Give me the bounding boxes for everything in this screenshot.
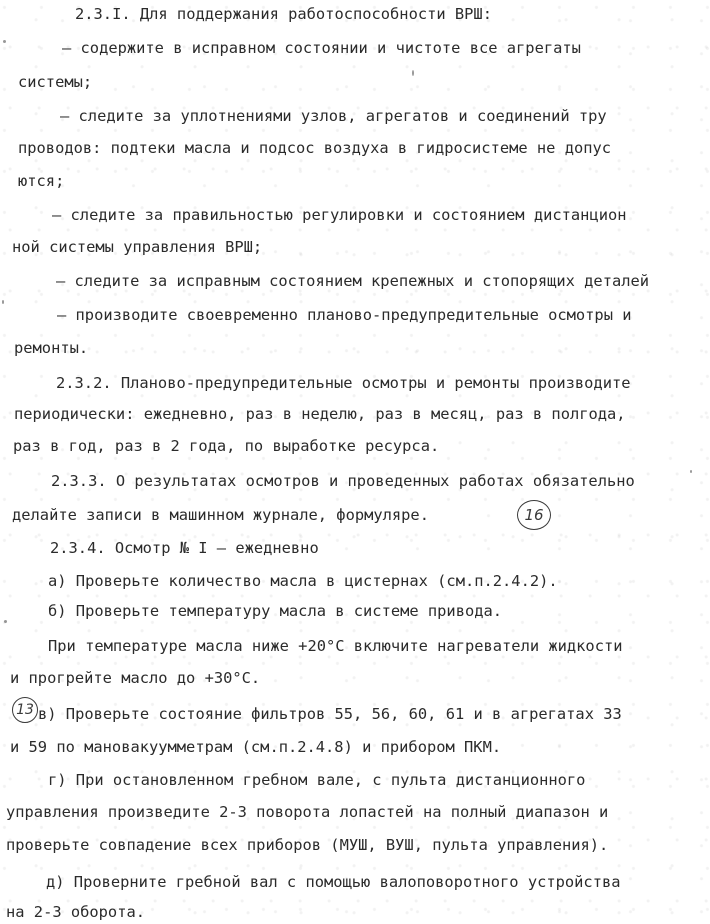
text-line: и 59 по мановакуумметрам (см.п.2.4.8) и прибором ПКМ. bbox=[10, 738, 502, 756]
text-line: При температуре масла ниже +20°С включите нагреватели жидкости bbox=[48, 637, 623, 655]
text-line: на 2-3 оборота. bbox=[6, 903, 145, 921]
text-line: делайте записи в машинном журнале, формуляре. bbox=[12, 506, 429, 524]
text-line: ной системы управления ВРШ; bbox=[12, 238, 263, 256]
circled-number-mark: 16 bbox=[517, 500, 551, 530]
text-line: и прогрейте масло до +30°С. bbox=[10, 669, 261, 687]
list-item-v: в) Проверьте состояние фильтров 55, 56, 60, 61 и в агрегатах 33 bbox=[38, 705, 622, 723]
text-line: – содержите в исправном состоянии и чистоте все агрегаты bbox=[62, 39, 581, 57]
scan-speck bbox=[2, 300, 4, 304]
section-2-3-4-line: 2.3.4. Осмотр № I – ежедневно bbox=[50, 539, 319, 557]
text-line: – следите за исправным состоянием крепежных и стопорящих деталей bbox=[56, 272, 650, 290]
text-line: управления произведите 2-3 поворота лопастей на полный диапазон и bbox=[6, 803, 609, 821]
section-2-3-3-line: 2.3.3. О результатах осмотров и проведенных работах обязательно bbox=[51, 472, 635, 490]
section-2-3-2-line: 2.3.2. Планово-предупредительные осмотры и ремонты производите bbox=[56, 374, 631, 392]
list-item-d: д) Проверните гребной вал с помощью валоповоротного устройства bbox=[46, 873, 621, 891]
scan-speck bbox=[690, 470, 692, 473]
text-line: – производите своевременно планово-предупредительные осмотры и bbox=[57, 306, 632, 324]
scan-speck bbox=[3, 40, 6, 43]
list-item-a: а) Проверьте количество масла в цистернах (см.п.2.4.2). bbox=[48, 572, 558, 590]
text-line: проводов: подтеки масла и подсос воздуха в гидросистеме не допус bbox=[18, 139, 612, 157]
circled-number-mark: 13 bbox=[12, 697, 38, 723]
text-line: проверьте совпадение всех приборов (МУШ, ВУШ, пульта управления). bbox=[6, 836, 609, 854]
text-line: ремонты. bbox=[14, 339, 89, 357]
text-line: системы; bbox=[18, 73, 93, 91]
text-line: – следите за правильностью регулировки и состоянием дистанцион bbox=[52, 206, 627, 224]
text-line: раз в год, раз в 2 года, по выработке ресурса. bbox=[13, 437, 440, 455]
list-item-g: г) При остановленном гребном вале, с пульта дистанционного bbox=[48, 771, 586, 789]
section-heading-2-3-1: 2.3.I. Для поддержания работоспособности ВРШ: bbox=[75, 5, 492, 23]
text-line: периодически: ежедневно, раз в неделю, раз в месяц, раз в полгода, bbox=[14, 405, 626, 423]
text-line: – следите за уплотнениями узлов, агрегатов и соединений тру bbox=[60, 107, 607, 125]
text-line: ются; bbox=[18, 172, 65, 190]
scan-speck bbox=[4, 620, 7, 623]
scan-speck bbox=[412, 70, 414, 76]
list-item-b: б) Проверьте температуру масла в системе привода. bbox=[48, 602, 503, 620]
